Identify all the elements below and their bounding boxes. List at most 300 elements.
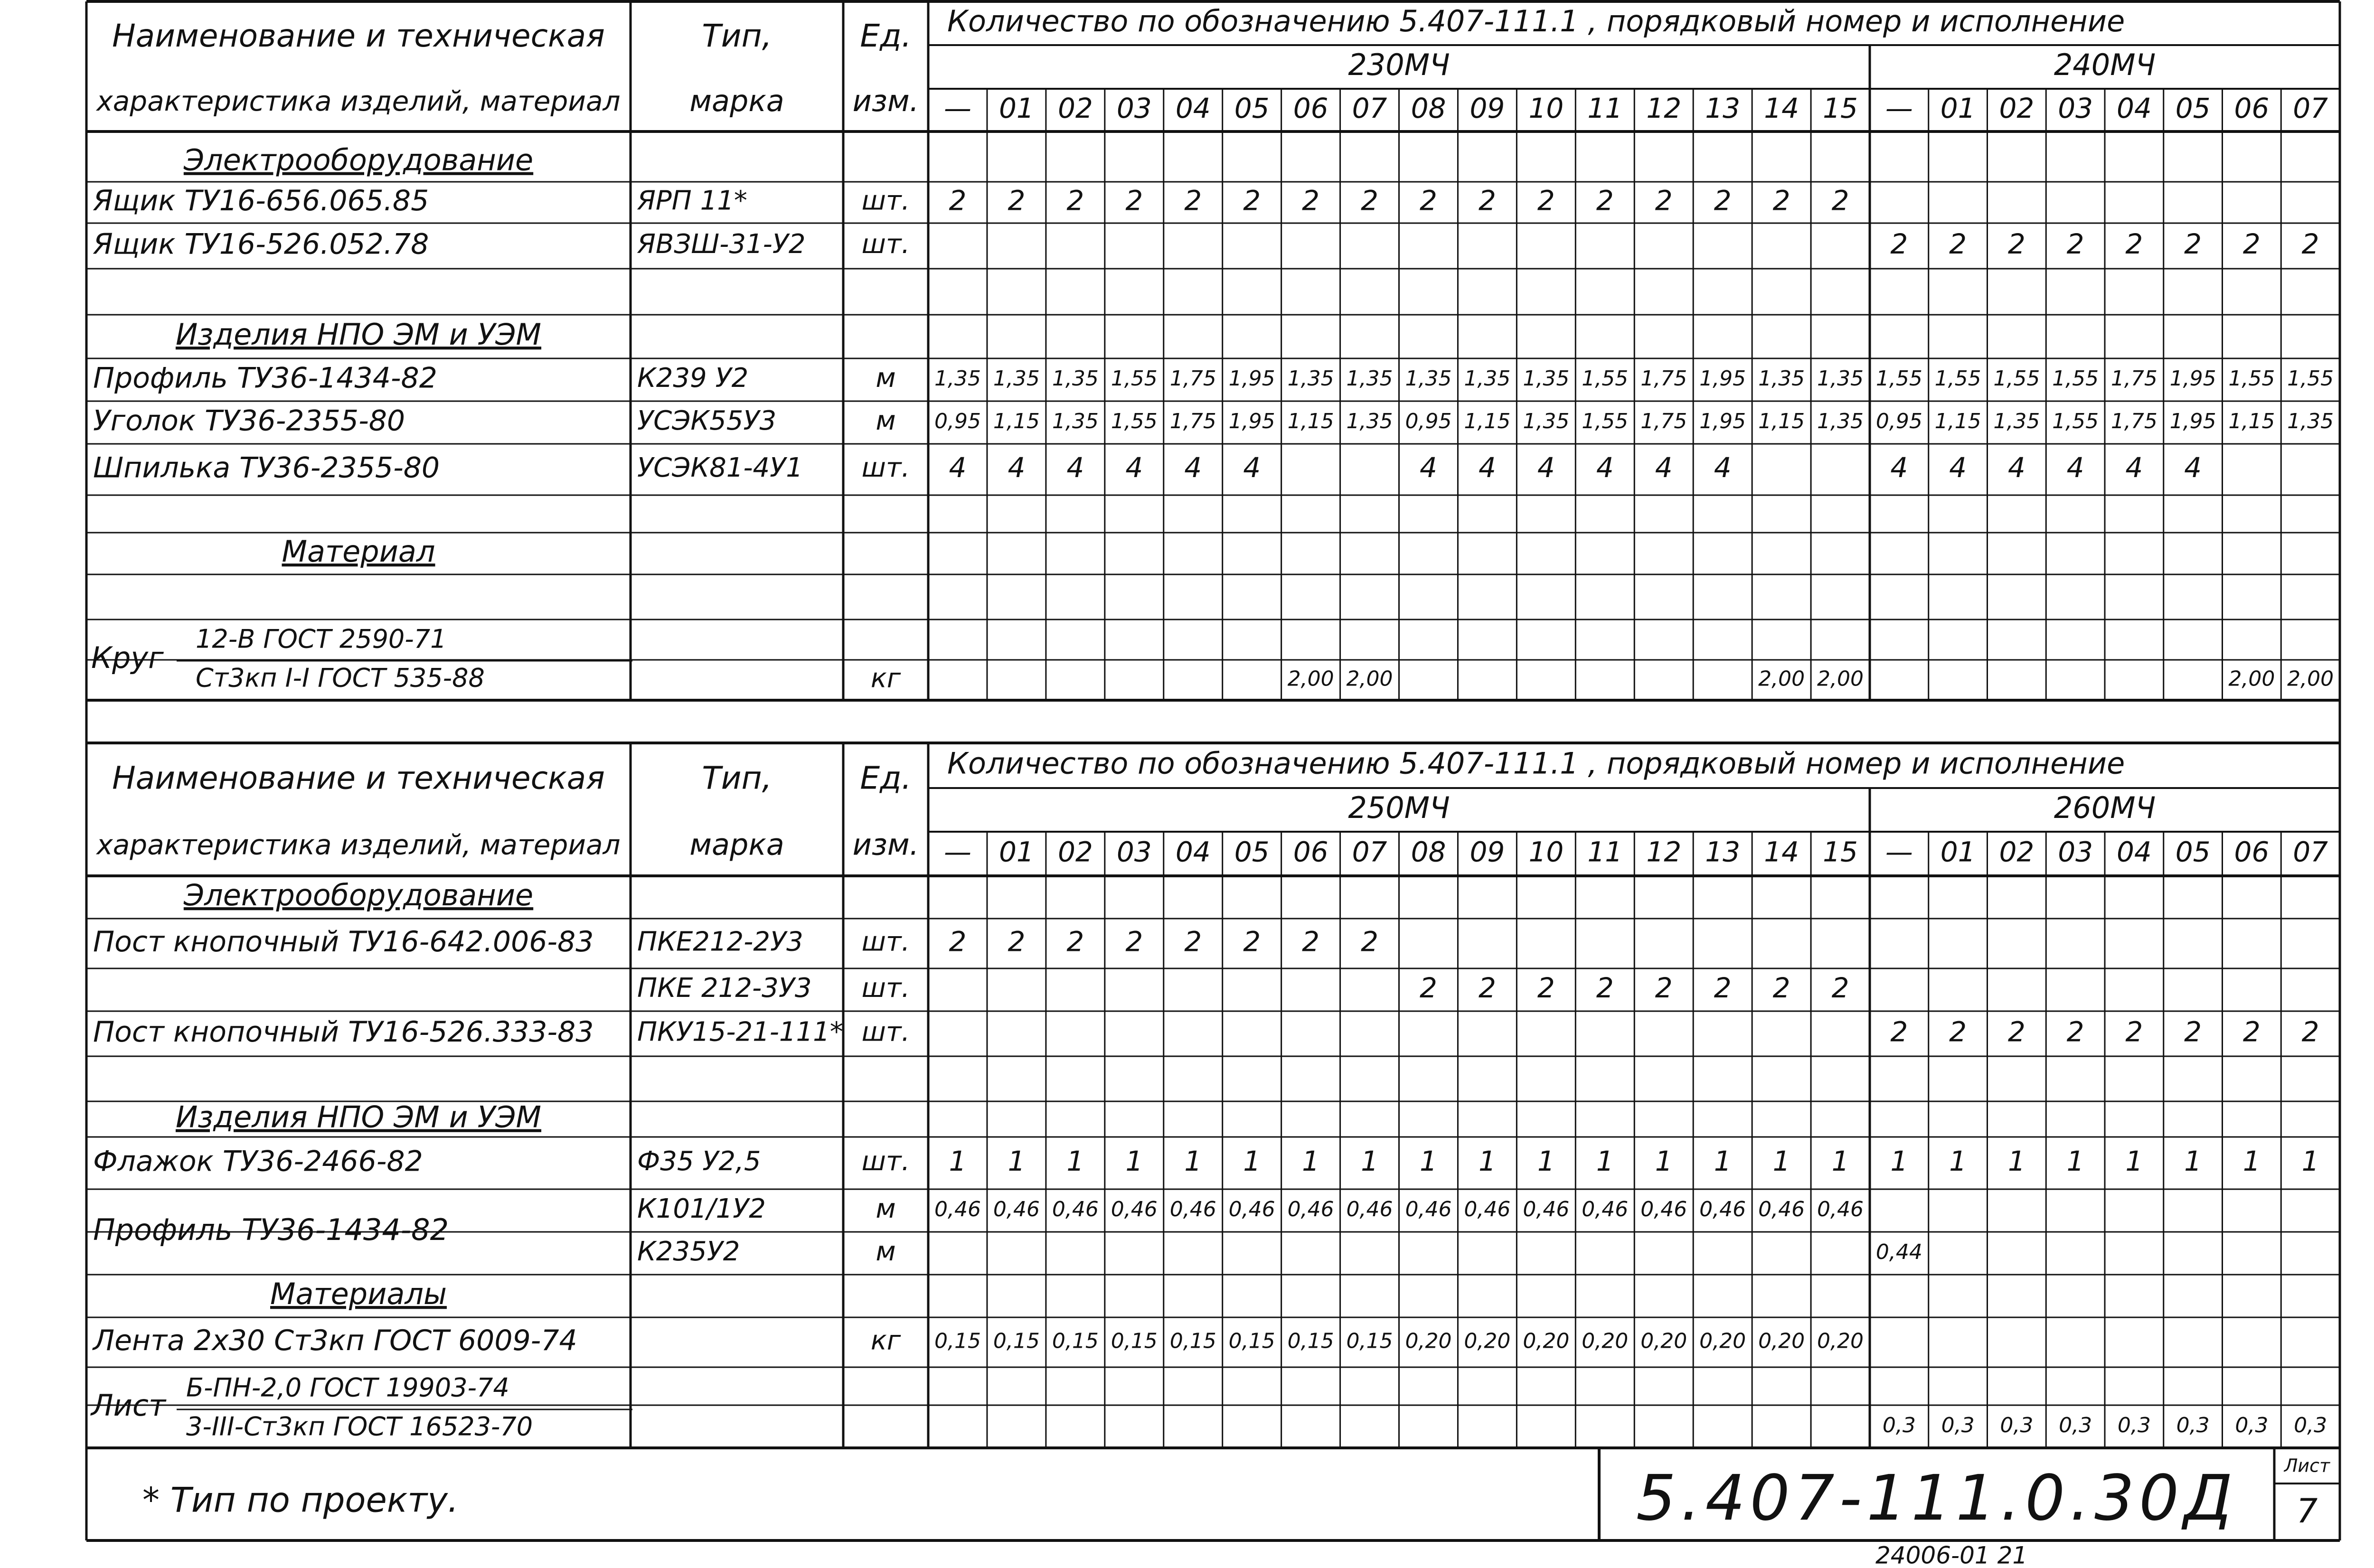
- quantity-cell: 4: [1537, 451, 1555, 484]
- header-col-number: 04: [2116, 92, 2152, 125]
- quantity-cell: 1,55: [1111, 409, 1158, 433]
- item-name: Лента 2х30 Ст3кп ГОСТ 6009-74: [93, 1324, 577, 1358]
- quantity-cell: 1: [1537, 1145, 1555, 1178]
- quantity-cell: 2,00: [2228, 667, 2275, 691]
- quantity-cell: 2: [1655, 184, 1673, 217]
- quantity-cell: 2: [1361, 925, 1378, 958]
- quantity-cell: 2: [1125, 925, 1143, 958]
- header-col-number: 03: [2058, 836, 2093, 868]
- header-type-line1: Тип,: [702, 17, 772, 54]
- quantity-cell: 1,55: [1875, 366, 1922, 391]
- quantity-cell: 1,35: [1993, 409, 2040, 433]
- quantity-cell: 1,15: [1464, 409, 1511, 433]
- material-krug-denominator: Ст3кп I-I ГОСТ 535-88: [196, 663, 485, 693]
- item-unit: м: [876, 1236, 896, 1268]
- quantity-cell: 2: [1537, 972, 1555, 1005]
- quantity-cell: 0,46: [1523, 1197, 1570, 1221]
- header-col-number: 02: [1057, 836, 1093, 868]
- quantity-cell: 2: [1420, 184, 1437, 217]
- item-name: Пост кнопочный ТУ16-642.006-83: [93, 925, 594, 959]
- header-col-number: 05: [2175, 836, 2211, 868]
- footnote: * Тип по проекту.: [142, 1480, 459, 1520]
- header-type-line1: Тип,: [702, 760, 772, 797]
- header-col-number: 06: [2234, 92, 2270, 125]
- header-col-number: 12: [1646, 92, 1682, 125]
- quantity-cell: 0,15: [1287, 1329, 1334, 1353]
- item-unit: шт.: [861, 452, 910, 484]
- quantity-cell: 1,55: [2052, 366, 2099, 391]
- header-col-number: —: [943, 92, 971, 125]
- quantity-cell: 0,3: [2059, 1413, 2092, 1437]
- header-group-a: 230МЧ: [1348, 47, 1450, 83]
- quantity-cell: 1,75: [1640, 366, 1687, 391]
- quantity-cell: 1: [1361, 1145, 1378, 1178]
- section-heading: Изделия НПО ЭМ и УЭМ: [175, 317, 542, 352]
- header-col-number: 07: [1352, 836, 1387, 868]
- quantity-cell: 1,95: [1699, 409, 1746, 433]
- quantity-cell: 1,95: [2169, 409, 2216, 433]
- quantity-cell: 0,46: [1346, 1197, 1393, 1221]
- item-name: Профиль ТУ36-1434-82: [93, 361, 437, 395]
- quantity-cell: 2,00: [1346, 667, 1393, 691]
- section-heading: Изделия НПО ЭМ и УЭМ: [175, 1099, 542, 1135]
- item-type: К235У2: [637, 1236, 740, 1268]
- header-col-number: —: [943, 836, 971, 868]
- header-col-number: —: [1885, 836, 1913, 868]
- header-col-number: 10: [1528, 836, 1564, 868]
- quantity-cell: 0,46: [1228, 1197, 1275, 1221]
- quantity-cell: 1,75: [2110, 409, 2157, 433]
- quantity-cell: 1,15: [993, 409, 1040, 433]
- item-type: ПКУ15-21-111*: [637, 1016, 843, 1048]
- item-name-profil: Профиль ТУ36-1434-82: [93, 1212, 449, 1248]
- header-col-number: 09: [1470, 92, 1505, 125]
- quantity-cell: 2: [1714, 972, 1732, 1005]
- quantity-cell: 1,55: [2052, 409, 2099, 433]
- header-quantity-title: Количество по обозначению 5.407-111.1 , порядковый номер и исполнение: [947, 746, 2125, 781]
- item-type: УСЭК55У3: [637, 405, 777, 437]
- quantity-cell: 0,15: [1346, 1329, 1393, 1353]
- quantity-cell: 2: [1537, 184, 1555, 217]
- quantity-cell: 1,35: [1523, 409, 1570, 433]
- header-col-number: 06: [1293, 836, 1328, 868]
- header-col-number: 13: [1705, 92, 1741, 125]
- material-krug-word: Круг: [91, 640, 164, 676]
- header-col-number: 04: [1175, 92, 1211, 125]
- header-col-number: 01: [1940, 92, 1976, 125]
- quantity-cell: 2: [2301, 228, 2319, 261]
- quantity-cell: 2: [2007, 228, 2025, 261]
- quantity-cell: 4: [1066, 451, 1084, 484]
- item-unit: шт.: [861, 229, 910, 260]
- quantity-cell: 0,15: [1111, 1329, 1158, 1353]
- header-unit-line1: Ед.: [860, 760, 912, 797]
- quantity-cell: 1,35: [993, 366, 1040, 391]
- quantity-cell: 2: [1478, 972, 1496, 1005]
- quantity-cell: 2: [2125, 1015, 2143, 1048]
- quantity-cell: 0,46: [1111, 1197, 1158, 1221]
- item-type: ЯВЗШ-31-У2: [637, 229, 806, 260]
- quantity-cell: 1: [1890, 1145, 1908, 1178]
- quantity-cell: 0,20: [1758, 1329, 1805, 1353]
- quantity-cell: 2: [1596, 972, 1614, 1005]
- quantity-cell: 0,46: [1582, 1197, 1629, 1221]
- quantity-cell: 2: [2125, 228, 2143, 261]
- item-type: ПКЕ 212-3У3: [637, 973, 812, 1004]
- material-list-word: Лист: [91, 1388, 166, 1423]
- quantity-cell: 2: [1655, 972, 1673, 1005]
- quantity-cell: 1,35: [1287, 366, 1334, 391]
- quantity-cell: 4: [1243, 451, 1261, 484]
- material-list-denominator: 3-III-Ст3кп ГОСТ 16523-70: [186, 1411, 533, 1442]
- quantity-cell: 2: [1890, 1015, 1908, 1048]
- quantity-cell: 4: [2184, 451, 2202, 484]
- quantity-cell: 4: [1125, 451, 1143, 484]
- material-krug-numerator: 12-В ГОСТ 2590-71: [196, 624, 447, 654]
- header-col-number: 03: [1116, 92, 1152, 125]
- quantity-cell: 0,3: [2117, 1413, 2151, 1437]
- quantity-cell: 0,20: [1699, 1329, 1746, 1353]
- header-quantity-title: Количество по обозначению 5.407-111.1 , порядковый номер и исполнение: [947, 4, 2125, 39]
- quantity-cell: 1,55: [1993, 366, 2040, 391]
- quantity-cell: 0,46: [1052, 1197, 1099, 1221]
- quantity-cell: 1: [1831, 1145, 1849, 1178]
- quantity-cell: 1,55: [1934, 366, 1981, 391]
- item-unit: кг: [870, 663, 901, 694]
- item-unit: шт.: [861, 1146, 910, 1177]
- quantity-cell: 2: [1949, 228, 1967, 261]
- quantity-cell: 2: [1184, 184, 1202, 217]
- quantity-cell: 0,20: [1464, 1329, 1511, 1353]
- item-unit: м: [876, 363, 896, 394]
- quantity-cell: 2: [1243, 925, 1261, 958]
- quantity-cell: 2: [1302, 184, 1320, 217]
- item-type: УСЭК81-4У1: [637, 452, 803, 484]
- section-heading: Электрооборудование: [183, 878, 534, 913]
- quantity-cell: 2: [2301, 1015, 2319, 1048]
- quantity-cell: 1,55: [2287, 366, 2334, 391]
- quantity-cell: 1: [2125, 1145, 2143, 1178]
- quantity-cell: 2: [1772, 184, 1790, 217]
- header-col-number: 11: [1587, 92, 1623, 125]
- header-name-line2: характеристика изделий, материал: [96, 828, 621, 861]
- quantity-cell: 0,15: [1169, 1329, 1216, 1353]
- quantity-cell: 1,15: [1287, 409, 1334, 433]
- header-name-line1: Наименование и техническая: [112, 760, 605, 797]
- quantity-cell: 2: [1008, 184, 1026, 217]
- header-col-number: 12: [1646, 836, 1682, 868]
- quantity-cell: 1: [2242, 1145, 2261, 1178]
- quantity-cell: 2: [2184, 1015, 2202, 1048]
- header-col-number: —: [1885, 92, 1913, 125]
- quantity-cell: 1: [1302, 1145, 1320, 1178]
- quantity-cell: 1: [1125, 1145, 1143, 1178]
- item-name: Пост кнопочный ТУ16-526.333-83: [93, 1015, 594, 1049]
- item-name: Ящик ТУ16-526.052.78: [93, 227, 429, 261]
- quantity-cell: 4: [1008, 451, 1026, 484]
- quantity-cell: 0,15: [934, 1329, 981, 1353]
- quantity-cell: 4: [1714, 451, 1732, 484]
- quantity-cell: 1,35: [934, 366, 981, 391]
- header-col-number: 02: [1999, 836, 2035, 868]
- quantity-cell: 1,35: [1464, 366, 1511, 391]
- quantity-cell: 2: [949, 184, 967, 217]
- quantity-cell: 2: [1949, 1015, 1967, 1048]
- quantity-cell: 2,00: [1758, 667, 1805, 691]
- header-col-number: 14: [1764, 92, 1799, 125]
- quantity-cell: 4: [1655, 451, 1673, 484]
- quantity-cell: 1: [1596, 1145, 1614, 1178]
- quantity-cell: 2: [1596, 184, 1614, 217]
- header-unit-line2: изм.: [852, 827, 919, 862]
- quantity-cell: 4: [1184, 451, 1202, 484]
- header-group-b: 260МЧ: [2054, 790, 2156, 826]
- quantity-cell: 0,3: [2000, 1413, 2034, 1437]
- header-col-number: 14: [1764, 836, 1799, 868]
- quantity-cell: 0,46: [993, 1197, 1040, 1221]
- item-unit: кг: [870, 1325, 901, 1356]
- quantity-cell: 2,00: [2287, 667, 2334, 691]
- quantity-cell: 2: [2242, 228, 2261, 261]
- quantity-cell: 2: [1066, 925, 1084, 958]
- quantity-cell: 0,3: [2235, 1413, 2269, 1437]
- quantity-cell: 4: [1420, 451, 1437, 484]
- quantity-cell: 2: [1478, 184, 1496, 217]
- quantity-cell: 2: [1066, 184, 1084, 217]
- quantity-cell: 0,46: [1817, 1197, 1864, 1221]
- header-col-number: 15: [1823, 92, 1858, 125]
- quantity-cell: 1,95: [1699, 366, 1746, 391]
- quantity-cell: 2: [2007, 1015, 2025, 1048]
- document-designation: 5.407-111.0.30Д: [1636, 1462, 2238, 1535]
- quantity-cell: 1,55: [1582, 366, 1629, 391]
- quantity-cell: 0,46: [1464, 1197, 1511, 1221]
- quantity-cell: 1: [1420, 1145, 1437, 1178]
- header-col-number: 07: [2293, 92, 2328, 125]
- quantity-cell: 0,20: [1817, 1329, 1864, 1353]
- quantity-cell: 0,15: [993, 1329, 1040, 1353]
- quantity-cell: 1,35: [1346, 366, 1393, 391]
- quantity-cell: 0,15: [1228, 1329, 1275, 1353]
- quantity-cell: 1: [1478, 1145, 1496, 1178]
- quantity-cell: 2: [1243, 184, 1261, 217]
- quantity-cell: 4: [1478, 451, 1496, 484]
- quantity-cell: 0,95: [934, 409, 981, 433]
- item-unit: шт.: [861, 185, 910, 216]
- quantity-cell: 1,75: [1640, 409, 1687, 433]
- item-type: К239 У2: [637, 363, 749, 394]
- header-col-number: 15: [1823, 836, 1858, 868]
- quantity-cell: 1: [1184, 1145, 1202, 1178]
- quantity-cell: 0,46: [1169, 1197, 1216, 1221]
- quantity-cell: 1,35: [1817, 366, 1864, 391]
- sheet-number: 7: [2296, 1492, 2318, 1531]
- header-col-number: 05: [2175, 92, 2211, 125]
- header-col-number: 03: [2058, 92, 2093, 125]
- item-unit: шт.: [861, 1016, 910, 1048]
- header-name-line1: Наименование и техническая: [112, 17, 605, 54]
- section-heading: Электрооборудование: [183, 142, 534, 178]
- header-type-line2: марка: [689, 83, 784, 118]
- quantity-cell: 0,20: [1640, 1329, 1687, 1353]
- quantity-cell: 1,15: [1934, 409, 1981, 433]
- quantity-cell: 0,3: [1882, 1413, 1916, 1437]
- item-unit: шт.: [861, 973, 910, 1004]
- quantity-cell: 0,44: [1875, 1240, 1922, 1264]
- quantity-cell: 1,35: [1758, 366, 1805, 391]
- header-col-number: 01: [999, 836, 1034, 868]
- item-unit: м: [876, 405, 896, 437]
- quantity-cell: 2: [2066, 1015, 2084, 1048]
- quantity-cell: 1,15: [1758, 409, 1805, 433]
- quantity-cell: 1: [2066, 1145, 2084, 1178]
- quantity-cell: 2: [1420, 972, 1437, 1005]
- header-type-line2: марка: [689, 827, 784, 862]
- quantity-cell: 4: [2007, 451, 2025, 484]
- header-col-number: 06: [1293, 92, 1328, 125]
- item-name: Ящик ТУ16-656.065.85: [93, 184, 429, 218]
- quantity-cell: 0,20: [1405, 1329, 1452, 1353]
- quantity-cell: 0,20: [1523, 1329, 1570, 1353]
- quantity-cell: 4: [1596, 451, 1614, 484]
- header-col-number: 04: [1175, 836, 1211, 868]
- quantity-cell: 2,00: [1287, 667, 1334, 691]
- quantity-cell: 1,35: [1405, 366, 1452, 391]
- quantity-cell: 2: [1890, 228, 1908, 261]
- header-col-number: 07: [2293, 836, 2328, 868]
- header-col-number: 04: [2116, 836, 2152, 868]
- quantity-cell: 2: [949, 925, 967, 958]
- quantity-cell: 4: [2125, 451, 2143, 484]
- quantity-cell: 4: [1890, 451, 1908, 484]
- quantity-cell: 2: [1831, 972, 1849, 1005]
- quantity-cell: 0,46: [1405, 1197, 1452, 1221]
- quantity-cell: 2: [1125, 184, 1143, 217]
- quantity-cell: 0,46: [1758, 1197, 1805, 1221]
- header-name-line2: характеристика изделий, материал: [96, 85, 621, 117]
- header-col-number: 05: [1234, 92, 1270, 125]
- quantity-cell: 1: [1714, 1145, 1732, 1178]
- header-unit-line2: изм.: [852, 83, 919, 118]
- quantity-cell: 1: [2007, 1145, 2025, 1178]
- quantity-cell: 0,3: [2176, 1413, 2210, 1437]
- quantity-cell: 1,75: [2110, 366, 2157, 391]
- header-col-number: 07: [1352, 92, 1387, 125]
- sheet-label: Лист: [2284, 1455, 2330, 1476]
- quantity-cell: 1,35: [1052, 366, 1099, 391]
- quantity-cell: 2: [1302, 925, 1320, 958]
- header-col-number: 08: [1411, 836, 1446, 868]
- item-unit: шт.: [861, 926, 910, 958]
- quantity-cell: 2: [1714, 184, 1732, 217]
- quantity-cell: 2,00: [1817, 667, 1864, 691]
- quantity-cell: 1: [1066, 1145, 1084, 1178]
- quantity-cell: 1,35: [2287, 409, 2334, 433]
- quantity-cell: 1: [1655, 1145, 1673, 1178]
- quantity-cell: 1: [1949, 1145, 1967, 1178]
- quantity-cell: 0,46: [1640, 1197, 1687, 1221]
- quantity-cell: 2: [2242, 1015, 2261, 1048]
- quantity-cell: 1: [1772, 1145, 1790, 1178]
- header-col-number: 13: [1705, 836, 1741, 868]
- quantity-cell: 1: [1008, 1145, 1026, 1178]
- quantity-cell: 2: [1008, 925, 1026, 958]
- quantity-cell: 1,35: [1052, 409, 1099, 433]
- quantity-cell: 1,75: [1169, 409, 1216, 433]
- header-col-number: 03: [1116, 836, 1152, 868]
- header-group-b: 240МЧ: [2054, 47, 2156, 83]
- quantity-cell: 0,46: [1287, 1197, 1334, 1221]
- quantity-cell: 1,75: [1169, 366, 1216, 391]
- quantity-cell: 1,55: [1111, 366, 1158, 391]
- quantity-cell: 1,35: [1523, 366, 1570, 391]
- section-heading: Материалы: [270, 1277, 447, 1312]
- quantity-cell: 0,20: [1582, 1329, 1629, 1353]
- material-list-numerator: Б-ПН-2,0 ГОСТ 19903-74: [186, 1372, 509, 1403]
- item-name: Уголок ТУ36-2355-80: [93, 404, 405, 438]
- quantity-cell: 4: [949, 451, 967, 484]
- header-col-number: 02: [1057, 92, 1093, 125]
- quantity-cell: 0,95: [1405, 409, 1452, 433]
- quantity-cell: 1: [2301, 1145, 2319, 1178]
- item-unit: м: [876, 1193, 896, 1225]
- quantity-cell: 1: [1243, 1145, 1261, 1178]
- item-type: Ф35 У2,5: [637, 1146, 761, 1177]
- header-col-number: 10: [1528, 92, 1564, 125]
- quantity-cell: 0,46: [1699, 1197, 1746, 1221]
- quantity-cell: 4: [2066, 451, 2084, 484]
- header-unit-line1: Ед.: [860, 17, 912, 54]
- quantity-cell: 2: [1361, 184, 1378, 217]
- item-type: К101/1У2: [637, 1193, 766, 1225]
- quantity-cell: 1,55: [2228, 366, 2275, 391]
- item-name: Шпилька ТУ36-2355-80: [93, 451, 440, 485]
- quantity-cell: 2: [1772, 972, 1790, 1005]
- quantity-cell: 2: [2066, 228, 2084, 261]
- header-col-number: 11: [1587, 836, 1623, 868]
- quantity-cell: 1: [2184, 1145, 2202, 1178]
- quantity-cell: 1,35: [1817, 409, 1864, 433]
- quantity-cell: 1: [949, 1145, 967, 1178]
- item-type: ЯРП 11*: [637, 185, 747, 216]
- quantity-cell: 0,95: [1875, 409, 1922, 433]
- quantity-cell: 0,15: [1052, 1329, 1099, 1353]
- quantity-cell: 0,3: [2294, 1413, 2327, 1437]
- quantity-cell: 2: [2184, 228, 2202, 261]
- quantity-cell: 0,3: [1941, 1413, 1975, 1437]
- quantity-cell: 1,95: [2169, 366, 2216, 391]
- item-type: ПКЕ212-2У3: [637, 926, 803, 958]
- header-col-number: 01: [1940, 836, 1976, 868]
- header-col-number: 09: [1470, 836, 1505, 868]
- quantity-cell: 1,95: [1228, 409, 1275, 433]
- header-col-number: 06: [2234, 836, 2270, 868]
- quantity-cell: 1,15: [2228, 409, 2275, 433]
- header-col-number: 01: [999, 92, 1034, 125]
- quantity-cell: 1,95: [1228, 366, 1275, 391]
- header-col-number: 08: [1411, 92, 1446, 125]
- section-heading: Материал: [282, 534, 435, 569]
- archive-number: 24006-01 21: [1875, 1541, 2028, 1568]
- header-col-number: 02: [1999, 92, 2035, 125]
- quantity-cell: 0,46: [934, 1197, 981, 1221]
- header-col-number: 05: [1234, 836, 1270, 868]
- quantity-cell: 2: [1184, 925, 1202, 958]
- quantity-cell: 1,35: [1346, 409, 1393, 433]
- header-group-a: 250МЧ: [1348, 790, 1450, 826]
- quantity-cell: 4: [1949, 451, 1967, 484]
- quantity-cell: 1,55: [1582, 409, 1629, 433]
